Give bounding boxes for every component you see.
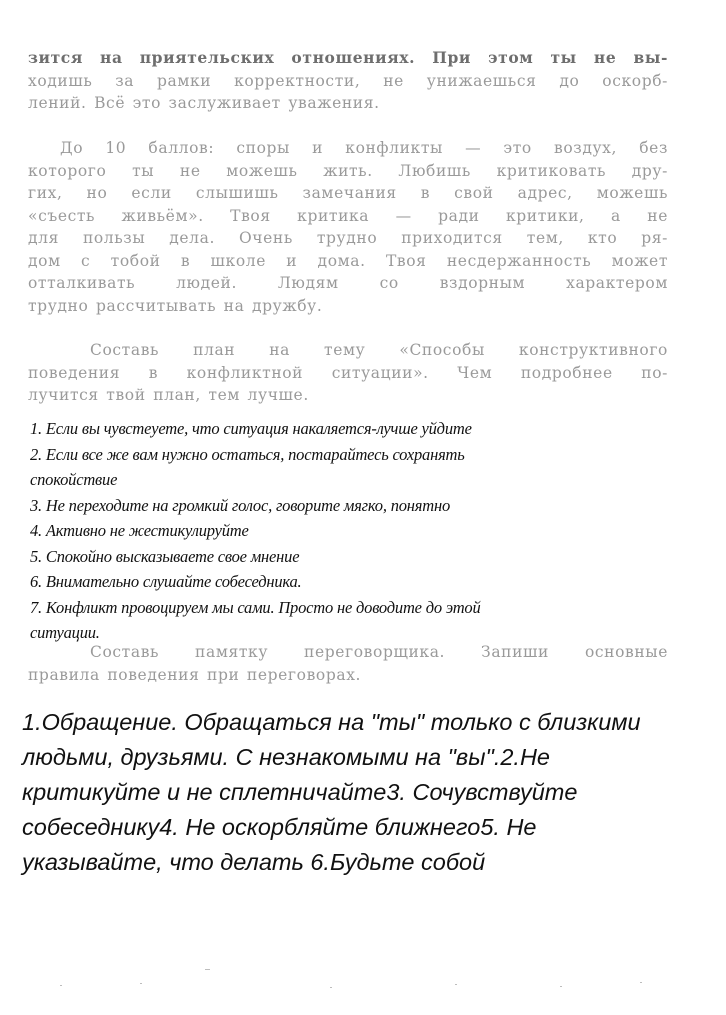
answer-line: критикуйте и не сплетничайте3. Сочувствуйте xyxy=(22,779,578,805)
list-item: 5. Спокойно высказываете свое мнение xyxy=(30,546,300,566)
scan-speck xyxy=(60,985,62,986)
text-line: лучится твой план, тем лучше. xyxy=(28,386,309,404)
answer-line: собеседнику4. Не оскорбляйте ближнего5. Не xyxy=(22,814,537,840)
text-line: правила поведения при переговорах. xyxy=(28,665,362,684)
text-line: трудно рассчитывать на дружбу. xyxy=(28,296,323,315)
scan-speck xyxy=(560,986,562,987)
text-line: для пользы дела. Очень трудно приходится тем, кто ря- xyxy=(28,229,668,247)
plan-list xyxy=(30,416,630,646)
text-line: отталкивать людей. Людям со вздорным характером xyxy=(28,274,668,292)
answer-line: 1.Обращение. Обращаться на "ты" только с близкими xyxy=(22,709,641,735)
list-item: 4. Активно не жестикулируйте xyxy=(30,521,249,540)
scan-speck xyxy=(205,969,210,970)
text-line: дом с тобой в школе и дома. Твоя несдержанность может xyxy=(28,251,668,270)
list-item: спокойствие xyxy=(30,470,118,489)
printed-paragraph-4 xyxy=(28,641,668,686)
printed-paragraph-2 xyxy=(28,137,668,317)
text-line: Составь памятку переговорщика. Запиши основные xyxy=(90,643,668,661)
answer-line: людьми, друзьями. С незнакомыми на "вы".2.Не xyxy=(22,744,550,770)
text-line: зится на приятельских отношениях. При этом ты не вы- xyxy=(28,48,668,67)
answer-line: указывайте, что делать 6.Будьте собой xyxy=(22,849,486,875)
printed-paragraph-3 xyxy=(28,339,668,407)
list-item: 7. Конфликт провоцируем мы сами. Просто не доводите до этой xyxy=(30,597,481,617)
scan-speck xyxy=(140,983,142,984)
list-item: 3. Не переходите на громкий голос, говорите мягко, понятно xyxy=(30,495,451,515)
text-line: поведения в конфликтной ситуации». Чем подробнее по- xyxy=(28,363,668,382)
list-item: 6. Внимательно слушайте собеседника. xyxy=(30,572,302,591)
text-line: гих, но если слышишь замечания в свой адрес, можешь xyxy=(28,184,668,202)
text-line: Составь план на тему «Способы конструктивного xyxy=(90,341,668,359)
scan-speck xyxy=(455,984,457,985)
text-line: которого ты не можешь жить. Любишь критиковать дру- xyxy=(28,161,668,180)
scan-speck xyxy=(640,982,642,983)
answer-text xyxy=(22,705,702,880)
text-line: ходишь за рамки корректности, не унижаешься до оскорб- xyxy=(28,71,668,90)
printed-paragraph-1 xyxy=(28,47,668,115)
scan-speck xyxy=(330,987,332,988)
list-item: 1. Если вы чувстеуете, что ситуация накаляется-лучше уйдите xyxy=(30,419,472,438)
list-item: ситуации. xyxy=(30,623,100,642)
text-line: «съесть живьём». Твоя критика — ради критики, а не xyxy=(28,206,668,225)
scan-noise xyxy=(0,965,726,995)
text-line: До 10 баллов: споры и конфликты — это воздух, без xyxy=(60,139,668,157)
list-item: 2. Если все же вам нужно остаться, постарайтесь сохранять xyxy=(30,444,465,464)
text-line: лений. Всё это заслуживает уважения. xyxy=(28,94,380,112)
